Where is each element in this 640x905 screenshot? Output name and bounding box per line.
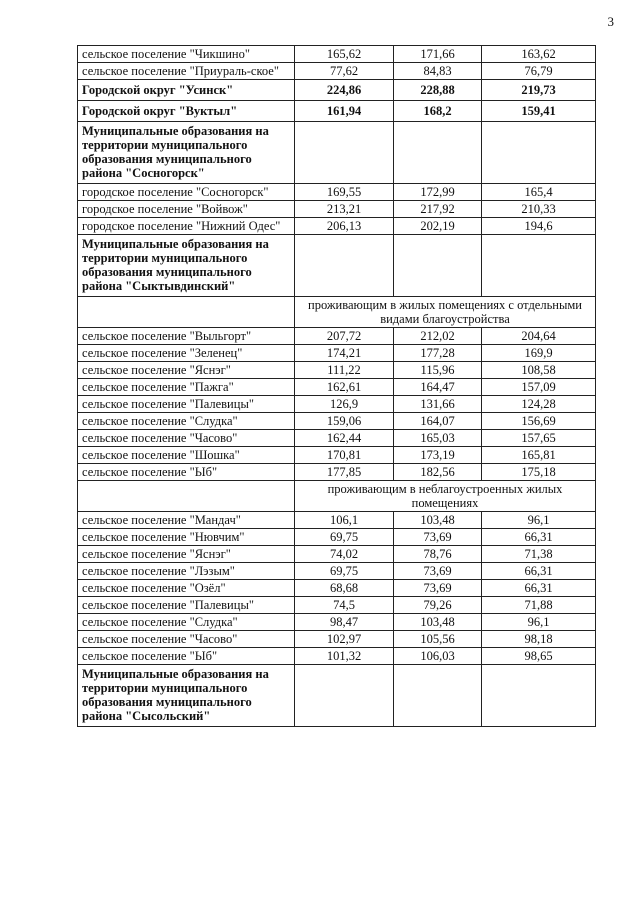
section-title: Муниципальные образования на территории муниципального образования муниципального района "Сысольский" [78, 665, 295, 727]
municipality-name-cell: сельское поселение "Часово" [78, 430, 295, 447]
table-row [78, 63, 596, 80]
value-cell-3: 169,9 [482, 345, 596, 362]
table-row [78, 648, 596, 665]
empty-cell [394, 122, 482, 184]
value-cell-1: 162,44 [295, 430, 394, 447]
empty-cell [78, 481, 295, 512]
value-cell-1: 207,72 [295, 328, 394, 345]
value-cell-2: 182,56 [394, 464, 482, 481]
value-cell-2: 171,66 [394, 46, 482, 63]
value-cell-2: 217,92 [394, 201, 482, 218]
table-row [78, 345, 596, 362]
municipality-name-cell: сельское поселение "Ыб" [78, 648, 295, 665]
value-cell-1: 206,13 [295, 218, 394, 235]
table-row [78, 430, 596, 447]
subheading-text: проживающим в неблагоустроенных жилых помещениях [295, 481, 596, 512]
value-cell-3: 108,58 [482, 362, 596, 379]
municipality-name-cell: сельское поселение "Озёл" [78, 580, 295, 597]
municipality-name-cell: сельское поселение "Выльгорт" [78, 328, 295, 345]
value-cell-1: 213,21 [295, 201, 394, 218]
value-cell-2: 173,19 [394, 447, 482, 464]
empty-cell [295, 235, 394, 297]
value-cell-2: 106,03 [394, 648, 482, 665]
municipality-name-cell: сельское поселение "Яснэг" [78, 362, 295, 379]
table-row [78, 512, 596, 529]
value-cell-1: 177,85 [295, 464, 394, 481]
table-row [78, 597, 596, 614]
value-cell-3: 194,6 [482, 218, 596, 235]
value-cell-3: 165,81 [482, 447, 596, 464]
value-cell-3: 76,79 [482, 63, 596, 80]
table-row [78, 101, 596, 122]
value-cell-1: 169,55 [295, 184, 394, 201]
table-row [78, 413, 596, 430]
value-cell-1: 159,06 [295, 413, 394, 430]
empty-cell [394, 235, 482, 297]
value-cell-1: 98,47 [295, 614, 394, 631]
value-cell-1: 111,22 [295, 362, 394, 379]
empty-cell [482, 122, 596, 184]
value-cell-2: 228,88 [394, 80, 482, 101]
value-cell-3: 175,18 [482, 464, 596, 481]
value-cell-2: 115,96 [394, 362, 482, 379]
municipality-name-cell: сельское поселение "Слудка" [78, 413, 295, 430]
table-row [78, 328, 596, 345]
empty-cell [295, 665, 394, 727]
value-cell-2: 168,2 [394, 101, 482, 122]
municipality-name-cell: сельское поселение "Палевицы" [78, 396, 295, 413]
tariff-table [77, 45, 596, 727]
value-cell-1: 74,5 [295, 597, 394, 614]
value-cell-2: 165,03 [394, 430, 482, 447]
value-cell-2: 164,07 [394, 413, 482, 430]
value-cell-2: 103,48 [394, 614, 482, 631]
table-row [78, 80, 596, 101]
value-cell-1: 224,86 [295, 80, 394, 101]
value-cell-1: 162,61 [295, 379, 394, 396]
municipality-name-cell: Городской округ "Усинск" [78, 80, 295, 101]
value-cell-3: 157,09 [482, 379, 596, 396]
municipality-name-cell: городское поселение "Сосногорск" [78, 184, 295, 201]
municipality-name-cell: сельское поселение "Часово" [78, 631, 295, 648]
value-cell-1: 69,75 [295, 529, 394, 546]
value-cell-1: 161,94 [295, 101, 394, 122]
value-cell-2: 105,56 [394, 631, 482, 648]
subheading-row [78, 481, 596, 512]
value-cell-1: 101,32 [295, 648, 394, 665]
table-row [78, 184, 596, 201]
value-cell-3: 157,65 [482, 430, 596, 447]
municipality-name-cell: городское поселение "Нижний Одес" [78, 218, 295, 235]
value-cell-3: 165,4 [482, 184, 596, 201]
table-row [78, 46, 596, 63]
value-cell-1: 74,02 [295, 546, 394, 563]
municipality-name-cell: городское поселение "Войвож" [78, 201, 295, 218]
section-title: Муниципальные образования на территории муниципального образования муниципального района "Сыктывдинский" [78, 235, 295, 297]
municipality-name-cell: сельское поселение "Шошка" [78, 447, 295, 464]
table-row [78, 614, 596, 631]
value-cell-3: 210,33 [482, 201, 596, 218]
value-cell-2: 177,28 [394, 345, 482, 362]
empty-cell [482, 665, 596, 727]
value-cell-2: 164,47 [394, 379, 482, 396]
value-cell-3: 204,64 [482, 328, 596, 345]
value-cell-3: 96,1 [482, 614, 596, 631]
value-cell-1: 106,1 [295, 512, 394, 529]
value-cell-3: 156,69 [482, 413, 596, 430]
municipality-name-cell: сельское поселение "Палевицы" [78, 597, 295, 614]
value-cell-3: 71,38 [482, 546, 596, 563]
page-number: 3 [607, 14, 614, 29]
table-row [78, 362, 596, 379]
municipality-name-cell: сельское поселение "Зеленец" [78, 345, 295, 362]
table-row [78, 447, 596, 464]
table-row [78, 580, 596, 597]
table-row [78, 201, 596, 218]
municipality-name-cell: Городской округ "Вуктыл" [78, 101, 295, 122]
municipality-name-cell: сельское поселение "Чикшино" [78, 46, 295, 63]
municipality-name-cell: сельское поселение "Яснэг" [78, 546, 295, 563]
empty-cell [295, 122, 394, 184]
value-cell-3: 71,88 [482, 597, 596, 614]
value-cell-2: 172,99 [394, 184, 482, 201]
subheading-row [78, 297, 596, 328]
value-cell-2: 202,19 [394, 218, 482, 235]
empty-cell [394, 665, 482, 727]
value-cell-2: 131,66 [394, 396, 482, 413]
value-cell-2: 212,02 [394, 328, 482, 345]
section-header-row [78, 235, 596, 297]
value-cell-3: 219,73 [482, 80, 596, 101]
table-row [78, 546, 596, 563]
value-cell-3: 159,41 [482, 101, 596, 122]
table-body [78, 46, 596, 727]
municipality-name-cell: сельское поселение "Пажга" [78, 379, 295, 396]
municipality-name-cell: сельское поселение "Приураль-ское" [78, 63, 295, 80]
municipality-name-cell: сельское поселение "Ыб" [78, 464, 295, 481]
value-cell-2: 73,69 [394, 580, 482, 597]
table-row [78, 218, 596, 235]
municipality-name-cell: сельское поселение "Слудка" [78, 614, 295, 631]
value-cell-3: 98,18 [482, 631, 596, 648]
value-cell-3: 124,28 [482, 396, 596, 413]
table-row [78, 631, 596, 648]
subheading-text: проживающим в жилых помещениях с отдельными видами благоустройства [295, 297, 596, 328]
section-title: Муниципальные образования на территории муниципального образования муниципального района "Сосногорск" [78, 122, 295, 184]
value-cell-3: 96,1 [482, 512, 596, 529]
value-cell-1: 165,62 [295, 46, 394, 63]
value-cell-1: 102,97 [295, 631, 394, 648]
value-cell-2: 73,69 [394, 529, 482, 546]
empty-cell [78, 297, 295, 328]
value-cell-1: 68,68 [295, 580, 394, 597]
value-cell-2: 78,76 [394, 546, 482, 563]
value-cell-3: 66,31 [482, 563, 596, 580]
value-cell-3: 98,65 [482, 648, 596, 665]
table-row [78, 464, 596, 481]
table-row [78, 563, 596, 580]
value-cell-3: 163,62 [482, 46, 596, 63]
value-cell-2: 103,48 [394, 512, 482, 529]
value-cell-1: 69,75 [295, 563, 394, 580]
municipality-name-cell: сельское поселение "Мандач" [78, 512, 295, 529]
empty-cell [482, 235, 596, 297]
municipality-name-cell: сельское поселение "Лэзым" [78, 563, 295, 580]
value-cell-2: 73,69 [394, 563, 482, 580]
value-cell-2: 79,26 [394, 597, 482, 614]
value-cell-1: 174,21 [295, 345, 394, 362]
table-row [78, 396, 596, 413]
section-header-row [78, 122, 596, 184]
table-row [78, 529, 596, 546]
value-cell-1: 170,81 [295, 447, 394, 464]
municipality-name-cell: сельское поселение "Нювчим" [78, 529, 295, 546]
table-row [78, 379, 596, 396]
value-cell-1: 77,62 [295, 63, 394, 80]
section-header-row [78, 665, 596, 727]
value-cell-3: 66,31 [482, 529, 596, 546]
value-cell-2: 84,83 [394, 63, 482, 80]
value-cell-3: 66,31 [482, 580, 596, 597]
value-cell-1: 126,9 [295, 396, 394, 413]
